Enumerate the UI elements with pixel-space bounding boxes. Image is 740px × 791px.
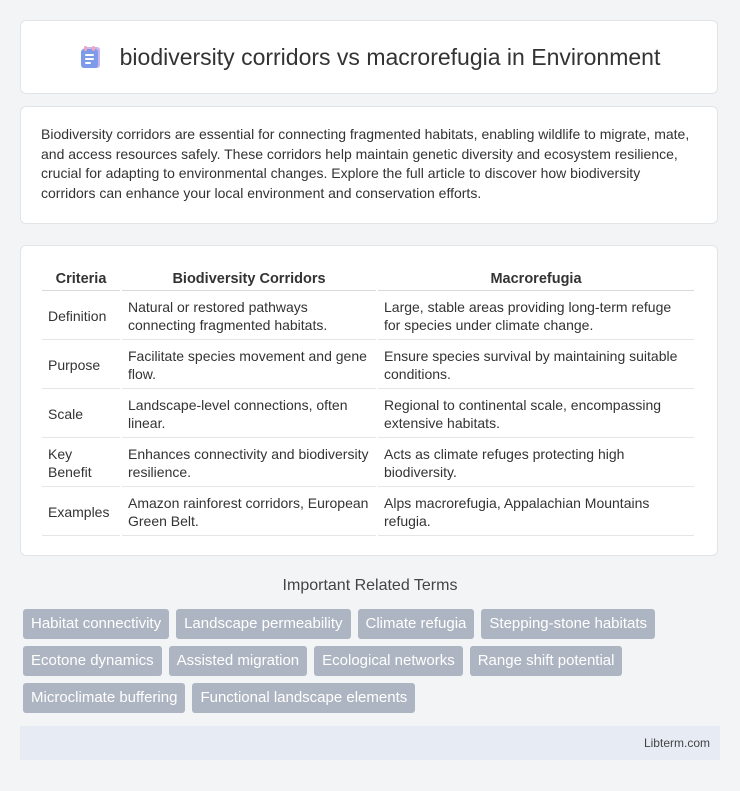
criteria-cell: Examples — [42, 489, 120, 536]
term-tag[interactable]: Habitat connectivity — [23, 609, 169, 639]
intro-text: Biodiversity corridors are essential for connecting fragmented habitats, enabling wildlife to migrate, mate, and access resources safely. These corridors help maintain genetic diversity and ecosystem resilience, crucial for adapting to environmental changes. Explore the full article to discover how biodiversity corridors can enhance your local environment and conservation efforts. — [41, 126, 690, 201]
macrorefugia-cell: Large, stable areas providing long-term refuge for species under climate change. — [378, 293, 694, 340]
header-biodiversity-corridors: Biodiversity Corridors — [122, 268, 376, 291]
term-tag[interactable]: Landscape permeability — [176, 609, 350, 639]
macrorefugia-cell: Regional to continental scale, encompassing extensive habitats. — [378, 391, 694, 438]
footer-brand-link[interactable]: Libterm.com — [643, 736, 710, 750]
criteria-cell: Scale — [42, 391, 120, 438]
term-tag[interactable]: Assisted migration — [169, 646, 308, 676]
table-row — [42, 391, 694, 438]
corridors-cell: Natural or restored pathways connecting fragmented habitats. — [122, 293, 376, 340]
corridors-cell: Facilitate species movement and gene flow. — [122, 342, 376, 389]
table-row — [42, 489, 694, 536]
term-tag[interactable]: Range shift potential — [470, 646, 623, 676]
related-terms-list — [23, 609, 723, 713]
table-row — [42, 293, 694, 340]
criteria-cell: Definition — [42, 293, 120, 340]
macrorefugia-cell: Acts as climate refuges protecting high biodiversity. — [378, 440, 694, 487]
term-tag[interactable]: Functional landscape elements — [192, 683, 415, 713]
table-row — [42, 342, 694, 389]
corridors-cell: Landscape-level connections, often linear. — [122, 391, 376, 438]
related-terms-title: Important Related Terms — [282, 577, 458, 594]
term-tag[interactable]: Stepping-stone habitats — [481, 609, 655, 639]
footer — [20, 726, 720, 760]
criteria-cell: Purpose — [42, 342, 120, 389]
criteria-cell: Key Benefit — [42, 440, 120, 487]
term-tag[interactable]: Climate refugia — [358, 609, 475, 639]
comparison-table — [40, 266, 696, 538]
document-icon — [78, 44, 104, 70]
comparison-card — [20, 245, 718, 556]
corridors-cell: Amazon rainforest corridors, European Green Belt. — [122, 489, 376, 536]
table-row — [42, 440, 694, 487]
macrorefugia-cell: Alps macrorefugia, Appalachian Mountains refugia. — [378, 489, 694, 536]
table-header-row — [42, 268, 694, 291]
header-macrorefugia: Macrorefugia — [378, 268, 694, 291]
term-tag[interactable]: Ecotone dynamics — [23, 646, 162, 676]
title-card — [20, 20, 718, 94]
corridors-cell: Enhances connectivity and biodiversity resilience. — [122, 440, 376, 487]
term-tag[interactable]: Microclimate buffering — [23, 683, 185, 713]
page-title: biodiversity corridors vs macrorefugia in Environment — [119, 43, 661, 70]
header-criteria: Criteria — [42, 268, 120, 291]
intro-card — [20, 106, 718, 224]
term-tag[interactable]: Ecological networks — [314, 646, 463, 676]
macrorefugia-cell: Ensure species survival by maintaining suitable conditions. — [378, 342, 694, 389]
